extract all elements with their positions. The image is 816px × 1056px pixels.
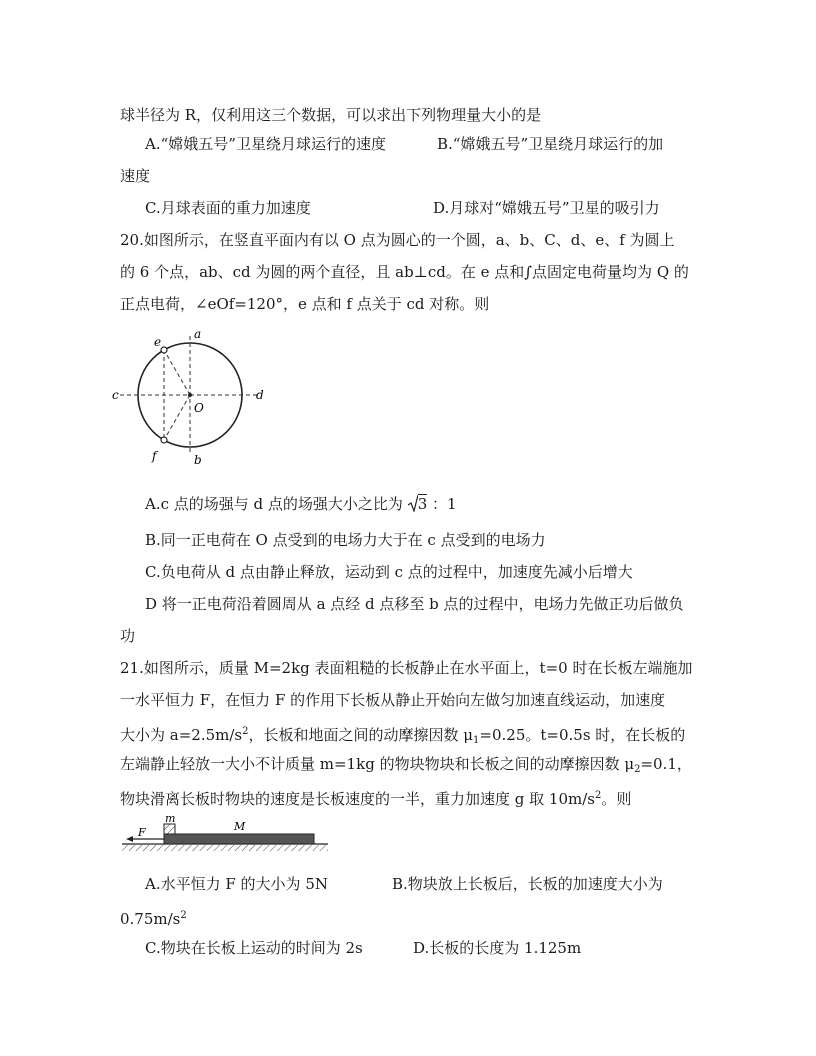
q21-option-b: B.物块放上长板后，长板的加速度大小为 <box>392 875 663 893</box>
q20-option-b: B.同一正电荷在 O 点受到的电场力大于在 c 点受到的电场力 <box>145 531 546 549</box>
charge-f-dot <box>161 437 167 443</box>
q20-stem-3: 正点电荷，∠eOf=120°，e 点和 f 点关于 cd 对称。则 <box>120 295 490 313</box>
radius-of <box>164 395 190 440</box>
circle-figure <box>110 322 270 472</box>
sub-1: 1 <box>473 735 480 746</box>
label-e: e <box>154 335 162 349</box>
q21-stem-2: 一水平恒力 F，在恒力 F 的作用下长板从静止开始向左做匀加速直线运动，加速度 <box>120 691 666 709</box>
q19-option-d: D.月球对“嫦娥五号”卫星的吸引力 <box>433 199 660 217</box>
label-b: b <box>194 453 202 467</box>
sup-2c: 2 <box>180 910 187 921</box>
sqrt-radicand: 3 <box>417 495 428 513</box>
q20-stem-1: 20.如图所示，在竖直平面内有以 O 点为圆心的一个圆，a、b、C、d、e、f 为圆上 <box>120 231 675 249</box>
label-a: a <box>194 327 202 341</box>
label-c: c <box>112 388 119 402</box>
q20-option-a-post: ：1 <box>432 495 457 513</box>
q21-stem-3c: =0.25。t=0.5s 时，在长板的 <box>479 726 686 744</box>
label-d: d <box>256 388 264 402</box>
force-arrow-head-icon <box>126 836 133 842</box>
q21-option-d: D.长板的长度为 1.125m <box>413 939 582 957</box>
label-F: F <box>138 826 146 839</box>
radical-sign-icon <box>408 494 418 512</box>
q19-option-b-cont: 速度 <box>120 167 151 185</box>
label-m: m <box>165 812 176 825</box>
board-figure <box>118 812 338 856</box>
q19-option-a: A.“嫦娥五号”卫星绕月球运行的速度 <box>145 135 386 153</box>
q21-option-b-cont <box>120 906 187 929</box>
q21-stem-1: 21.如图所示，质量 M=2kg 表面粗糙的长板静止在水平面上，t=0 时在长板左端施加 <box>120 659 693 677</box>
ground-hatch <box>122 845 328 851</box>
q20-option-d-cont: 功 <box>120 627 136 645</box>
q20-option-a-pre: A.c 点的场强与 d 点的场强大小之比为 <box>145 495 403 513</box>
q21-stem-5 <box>120 786 631 809</box>
long-board <box>164 834 314 844</box>
q20-stem-2: 的 6 个点，ab、cd 为圆的两个直径，且 ab⊥cd。在 e 点和∫点固定电荷量均为 Q 的 <box>120 263 689 281</box>
charge-e-dot <box>161 347 167 353</box>
label-f: f <box>152 449 157 463</box>
q21-stem-4b: =0.1， <box>640 755 692 773</box>
radius-oe <box>164 350 190 395</box>
sub-2: 2 <box>634 764 641 775</box>
q20-option-a <box>145 494 457 514</box>
q20-option-d: D 将一正电荷沿着圆周从 a 点经 d 点移至 b 点的过程中，电场力先做正功后做负 <box>145 595 684 613</box>
q21-stem-4a: 左端静止轻放一大小不计质量 m=1kg 的物块物块和长板之间的动摩擦因数 μ <box>120 755 635 773</box>
q21-stem-3b: ，长板和地面之间的动摩擦因数 μ <box>248 726 474 744</box>
q21-stem-3 <box>120 722 685 751</box>
q21-stem-3a: 大小为 a=2.5m/s <box>120 726 243 744</box>
q21-option-c: C.物块在长板上运动的时间为 2s <box>145 939 363 957</box>
q21-stem-4 <box>120 754 692 780</box>
label-o: O <box>194 401 204 415</box>
q21-option-b-cont-a: 0.75m/s <box>120 910 181 928</box>
q19-option-c: C.月球表面的重力加速度 <box>145 199 311 217</box>
q21-stem-5a: 物块滑离长板时物块的速度是长板速度的一半，重力加速度 g 取 10m/s <box>120 790 595 808</box>
q19-option-b: B.“嫦娥五号”卫星绕月球运行的加 <box>437 135 664 153</box>
sup-2: 2 <box>242 726 249 737</box>
q21-stem-5b: 。则 <box>601 790 632 808</box>
center-o-dot <box>188 393 192 397</box>
label-M: M <box>234 820 246 833</box>
sqrt-symbol <box>408 494 428 514</box>
sup-2b: 2 <box>594 790 602 801</box>
q20-option-c: C.负电荷从 d 点由静止释放，运动到 c 点的过程中，加速度先减小后增大 <box>145 563 633 581</box>
intro-line: 球半径为 R，仅利用这三个数据，可以求出下列物理量大小的是 <box>120 106 542 124</box>
q21-option-a: A.水平恒力 F 的大小为 5N <box>145 875 328 893</box>
small-block <box>164 824 175 834</box>
